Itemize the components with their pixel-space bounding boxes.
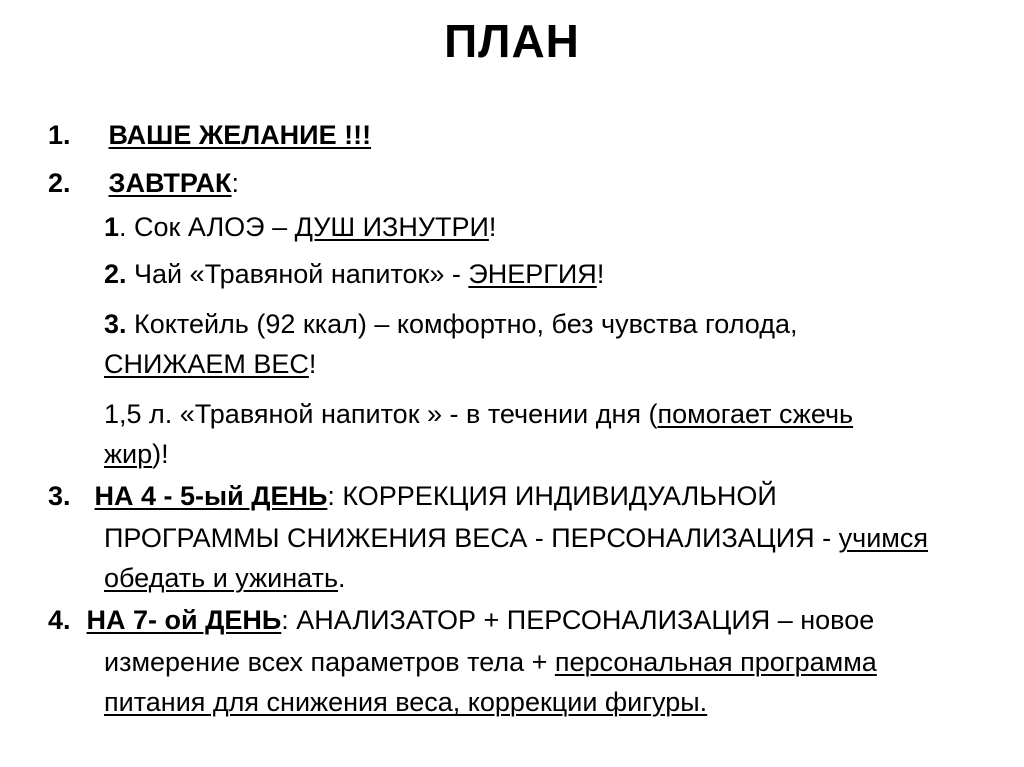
item-3-heading: НА 4 - 5-ый ДЕНЬ [94, 481, 328, 511]
item-2-number: 2. [48, 168, 71, 198]
item-2-sub-1 [104, 211, 496, 243]
slide-title: ПЛАН [444, 15, 580, 67]
item-4-number: 4. [48, 605, 71, 635]
item-2-sub-4-line-2 [104, 438, 169, 470]
item-4-heading: НА 7- ой ДЕНЬ [86, 605, 282, 635]
sub-2-underlined: ЭНЕРГИЯ [468, 259, 597, 289]
plan-item-1 [48, 119, 371, 151]
item-2-heading: ЗАВТРАК [108, 168, 232, 198]
sub-1-post: ! [488, 212, 497, 242]
plan-item-4-line-3 [104, 686, 707, 718]
plan-item-4-line-2 [104, 646, 877, 678]
sub-3-number: 3. [104, 309, 127, 339]
item-1-text: ВАШЕ ЖЕЛАНИЕ !!! [108, 120, 372, 150]
sub-1-text: . Сок АЛОЭ – [119, 212, 295, 242]
item-3-line-3-underlined: обедать и ужинать [104, 563, 339, 593]
plan-item-2 [48, 167, 239, 199]
sub-2-number: 2. [104, 259, 127, 289]
item-4-line-3-underlined: питания для снижения веса, коррекции фигуры. [104, 687, 708, 717]
item-4-line-1-text: : АНАЛИЗАТОР + ПЕРСОНАЛИЗАЦИЯ – новое [281, 605, 875, 635]
sub-3-post: ! [308, 349, 317, 379]
item-2-sub-4-line-1 [104, 398, 853, 430]
item-2-sub-3-line-2 [104, 348, 316, 380]
item-2-sub-3-line-1 [104, 308, 797, 340]
item-2-colon: : [231, 168, 240, 198]
sub-4-underlined-1: помогает сжечь [657, 399, 854, 429]
item-1-number: 1. [48, 120, 71, 150]
item-3-line-2-text: ПРОГРАММЫ СНИЖЕНИЯ ВЕСА - ПЕРСОНАЛИЗАЦИЯ - [104, 523, 839, 553]
item-3-line-1-text: : КОРРЕКЦИЯ ИНДИВИДУАЛЬНОЙ [327, 481, 777, 511]
sub-3-text: Коктейль (92 ккал) – комфортно, без чувства голода, [126, 309, 798, 339]
sub-1-number: 1 [104, 212, 120, 242]
sub-2-post: ! [596, 259, 605, 289]
sub-3-underlined: СНИЖАЕМ ВЕС [104, 349, 309, 379]
sub-4-post: )! [152, 439, 169, 469]
sub-2-text: Чай «Травяной напиток» - [126, 259, 469, 289]
item-3-line-3-post: . [338, 563, 346, 593]
sub-1-underlined: ДУШ ИЗНУТРИ [294, 212, 489, 242]
item-4-line-2-text: измерение всех параметров тела + [104, 647, 555, 677]
sub-4-underlined-2: жир [104, 439, 153, 469]
item-3-line-2-underlined: учимся [838, 523, 928, 553]
sub-4-text: 1,5 л. «Травяной напиток » - в течении дня ( [104, 399, 658, 429]
plan-item-3-line-3 [104, 562, 346, 594]
plan-item-3-line-1 [48, 480, 777, 512]
plan-item-3-line-2 [104, 522, 928, 554]
item-2-sub-2 [104, 258, 604, 290]
item-4-line-2-underlined: персональная программа [554, 647, 877, 677]
item-3-number: 3. [48, 481, 71, 511]
plan-item-4-line-1 [48, 604, 874, 636]
